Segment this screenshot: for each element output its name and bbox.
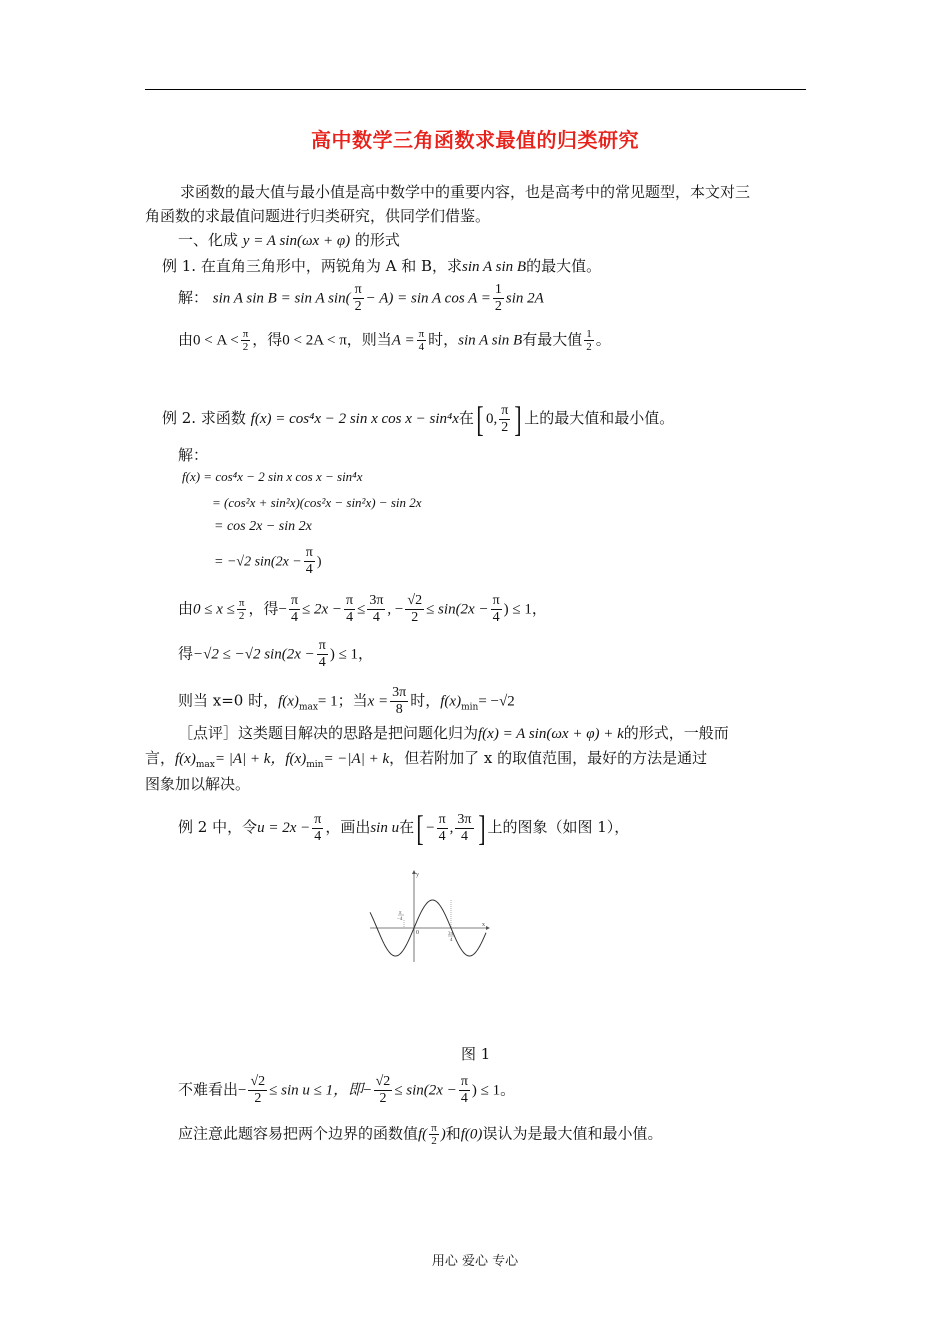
- x-axis-arrow: [486, 926, 490, 930]
- example-2-statement: 例 2. 求函数 f(x) = cos⁴x − 2 sin x cos x − sin⁴x在[ 0, $\frac{\pi}{2}$ ] 上的最大值和最小值。: [162, 399, 675, 439]
- fraction: $\frac{\pi}{4}$: [492, 593, 500, 625]
- example-2-step-3: = cos 2x − sin 2x: [214, 519, 312, 534]
- origin-label: 0: [416, 930, 419, 936]
- fraction: $\frac{3\pi}{4}$: [457, 811, 472, 844]
- fraction: $\frac{\pi}{4}$: [290, 593, 299, 625]
- intro-paragraph-line-1: 求函数的最大值与最小值是高中数学中的重要内容，也是高考中的常见题型，本文对三: [180, 183, 751, 201]
- tick-label-3pi-4: 3π: [448, 932, 454, 937]
- header-rule: [145, 89, 806, 90]
- fraction: $\frac{\pi}{4}$: [314, 811, 322, 844]
- comment-line-1: ［点评］这类题目解决的思路是把问题化归为f(x) = A sin(ωx + φ) + k的形式，一般而: [178, 724, 729, 742]
- example-1-solution: 解： sin A sin B = sin A sin( $\frac{\pi}{2}$ − A) = sin A cos A = $\frac{1}{2}$ sin 2A: [178, 282, 544, 314]
- fraction: $\frac{3\pi}{4}$: [369, 593, 384, 625]
- fraction: $\frac{1}{2}$: [494, 282, 502, 314]
- fraction: $\frac{\pi}{2}$: [242, 328, 249, 353]
- example-1-statement: 例 1. 在直角三角形中，两锐角为 A 和 B，求sin A sin B的最大值。: [162, 257, 602, 275]
- example-2-step-2: = (cos²x + sin²x)(cos²x − sin²x) − sin 2x: [212, 495, 422, 510]
- observation-line: 不难看出− $\frac{√2}{2}$ ≤ sin u ≤ 1，即− $\frac{√2}{2}$ ≤ sin(2x − $\frac{\pi}{4}$ ) ≤ 1。: [178, 1074, 516, 1106]
- y-axis-label: y: [416, 872, 419, 878]
- x-axis-label: x: [482, 922, 485, 928]
- fraction: $\frac{\pi}{2}$: [354, 282, 362, 314]
- fraction: $\frac{\pi}{2}$: [238, 597, 245, 622]
- fraction: $\frac{\pi}{4}$: [418, 328, 425, 353]
- fraction: $\frac{√2}{2}$: [250, 1074, 266, 1106]
- example-2-step-1: f(x) = cos⁴x − 2 sin x cos x − sin⁴x: [182, 469, 363, 484]
- fraction: $\frac{√2}{2}$: [375, 1074, 391, 1106]
- svg-text:4: 4: [450, 938, 453, 943]
- fraction: $\frac{1}{2}$: [586, 328, 592, 353]
- intro-paragraph-line-2: 角函数的求最值问题进行归类研究，供同学们借鉴。: [145, 207, 491, 225]
- fraction: $\frac{√2}{2}$: [407, 593, 423, 625]
- figure-caption: 图 1: [461, 1045, 491, 1063]
- section-heading-1: 一、化成 y = A sin(ωx + φ) 的形式: [178, 231, 400, 249]
- note-line: 应注意此题容易把两个边界的函数值f( $\frac{\pi}{2}$ )和f(0)误认为是最大值和最小值。: [178, 1122, 663, 1147]
- figure-1-sine-graph: [368, 868, 493, 964]
- tick-label-neg-pi-4: π: [399, 911, 402, 916]
- comment-line-2: 言，$f(x)_{max}= |A| + k$，$f(x)_{min}= -|A| + k$，但若附加了 x 的取值范围，最好的方法是通过: [145, 749, 708, 770]
- example-1-conclusion: 由0 < A < $\frac{\pi}{2}$ ，得0 < 2A < π，则当A = $\frac{\pi}{4}$ 时，sin A sin B有最大值 $\frac{1}{2}$ 。: [178, 328, 611, 353]
- fraction: $\frac{\pi}{2}$: [501, 402, 509, 435]
- comment-line-3: 图象加以解决。: [145, 775, 251, 793]
- example-2-answer: 则当 x=0 时，$f(x)_{max}= 1$；当x = $\frac{3\pi}{8}$ 时，$f(x)_{min}= -√2$: [178, 685, 515, 717]
- fraction: $\frac{\pi}{4}$: [438, 811, 446, 844]
- svg-text:−4: −4: [397, 917, 403, 922]
- example-2-range: 由0 ≤ x ≤ $\frac{\pi}{2}$ ，得− $\frac{\pi}{4}$ ≤ 2x − $\frac{\pi}{4}$ ≤ $\frac{3\pi}{4}$ , − $\frac{√2}{2}$ ≤ sin(2x − $\frac{\pi}{4}$ ) ≤ 1，: [178, 593, 547, 625]
- fraction: $\frac{\pi}{4}$: [346, 593, 354, 625]
- example-2-range-2: 得−√2 ≤ −√2 sin(2x − $\frac{\pi}{4}$ ) ≤ 1，: [178, 638, 374, 670]
- example-2-step-4: = −√2 sin(2x − $\frac{\pi}{4}$ ): [214, 545, 322, 577]
- example-2-solution-label: 解：: [178, 446, 209, 464]
- page-footer: 用心 爱心 专心: [431, 1254, 519, 1269]
- graph-intro: 例 2 中，令u = 2x − $\frac{\pi}{4}$ ，画出sin u在[ − $\frac{\pi}{4}$ , $\frac{3\pi}{4}$ ] 上的图象（如图 1），: [178, 808, 630, 848]
- page-title: 高中数学三角函数求最值的归类研究: [311, 128, 639, 152]
- fraction: $\frac{\pi}{2}$: [431, 1122, 437, 1147]
- fraction: $\frac{\pi}{4}$: [460, 1074, 468, 1106]
- fraction: $\frac{\pi}{4}$: [318, 638, 326, 670]
- fraction: $\frac{3\pi}{8}$: [392, 685, 407, 717]
- fraction: $\frac{\pi}{4}$: [305, 545, 313, 577]
